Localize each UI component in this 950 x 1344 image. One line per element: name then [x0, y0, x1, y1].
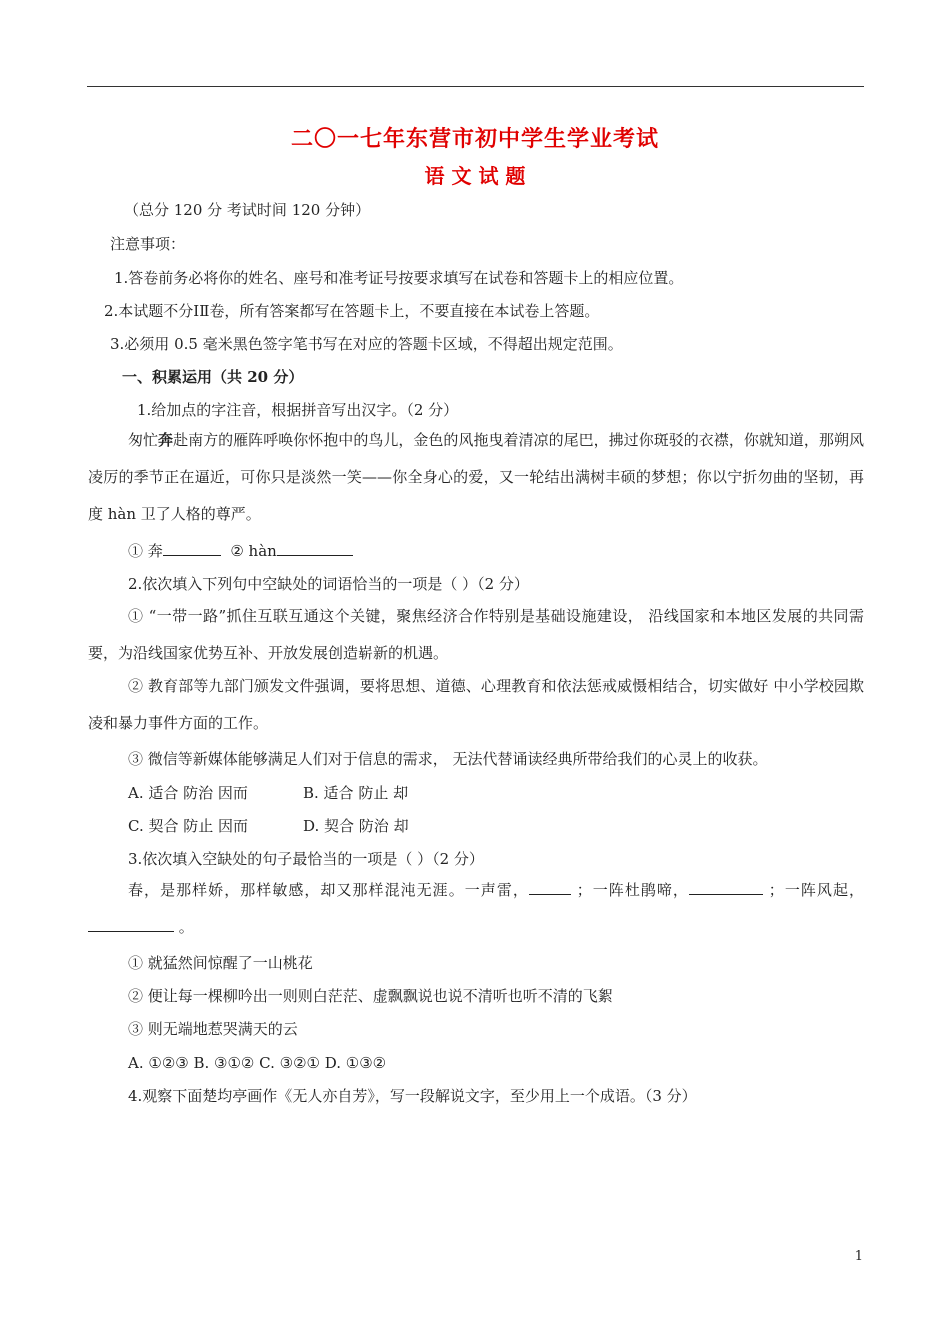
dotted-char: 奔 [158, 431, 174, 449]
q3-answers: A. ①②③ B. ③①② C. ③②① D. ①③② [128, 1054, 387, 1072]
q3-blank-3 [88, 917, 174, 932]
q3-text-b: ；一阵杜鹃啼， [576, 881, 689, 899]
note-item-2: 2.本试题不分ⅠⅡ卷，所有答案都写在答题卡上，不要直接在本试卷上答题。 [104, 302, 600, 320]
exam-title: 二〇一七年东营市初中学生学业考试 [290, 126, 659, 152]
q2-option-b: B. 适合 防止 却 [303, 784, 409, 802]
q1-blank1 [163, 541, 221, 556]
q3-blank-2 [689, 880, 763, 895]
note-item-3: 3.必须用 0.5 毫米黑色签字笔书写在对应的答题卡区域，不得超出规定范围。 [110, 335, 623, 353]
q1-blank1-label: ① 奔 [128, 542, 163, 560]
q1-prompt: 1.给加点的字注音，根据拼音写出汉字。（2 分） [137, 401, 459, 419]
q2-sentence-1: ① “一带一路”抓住互联互通这个关键，聚焦经济合作特别是基础设施建设， 沿线国家和本地区发展的共同需要，为沿线国家优势互补、开放发展创造崭新的机遇。 [88, 607, 864, 662]
q4-prompt: 4.观察下面楚均亭画作《无人亦自芳》，写一段解说文字，至少用上一个成语。（3 分） [128, 1087, 697, 1105]
header-rule [87, 86, 864, 87]
q2-sentence-2: ② 教育部等九部门颁发文件强调，要将思想、道德、心理教育和依法惩戒威慑相结合，切实做好 中小学校园欺凌和暴力事件方面的工作。 [88, 677, 864, 732]
q3-text-d: 。 [178, 918, 194, 936]
q1-passage-pre: 匆忙 [128, 431, 159, 449]
note-item-1: 1.答卷前务必将你的姓名、座号和准考证号按要求填写在试卷和答题卡上的相应位置。 [114, 269, 684, 287]
q1-blank2-label: ② hàn [230, 542, 277, 560]
score-info: （总分 120 分 考试时间 120 分钟） [124, 201, 371, 219]
q3-choice-2: ② 便让每一棵柳吟出一则则白茫茫、虚飘飘说也说不清听也听不清的飞絮 [128, 987, 613, 1005]
q1-blank2 [277, 541, 353, 556]
q2-prompt: 2.依次填入下列句中空缺处的词语恰当的一项是（ ）（2 分） [128, 575, 529, 593]
notes-heading: 注意事项： [110, 235, 186, 253]
q3-prompt: 3.依次填入空缺处的句子最恰当的一项是（ ）（2 分） [128, 850, 484, 868]
exam-subtitle: 语 文 试 题 [424, 164, 526, 188]
q3-blank-1 [529, 880, 571, 895]
q1-blanks [128, 541, 353, 561]
page-number: 1 [854, 1249, 863, 1264]
q2-sentence-3: ③ 微信等新媒体能够满足人们对于信息的需求， 无法代替诵读经典所带给我们的心灵上的收获。 [128, 750, 768, 768]
q3-text-a: 春，是那样娇，那样敏感，却又那样混沌无涯。一声雷， [128, 881, 529, 899]
q1-passage [88, 422, 864, 533]
q3-choice-3: ③ 则无端地惹哭满天的云 [128, 1020, 298, 1038]
q2-option-c: C. 契合 防止 因而 [128, 817, 249, 835]
q2-option-d: D. 契合 防治 却 [303, 817, 409, 835]
q3-text-c: ；一阵风起， [768, 881, 864, 899]
section1-heading: 一、积累运用（共 20 分） [122, 368, 304, 386]
q3-choice-1: ① 就猛然间惊醒了一山桃花 [128, 954, 313, 972]
q1-passage-post: 赴南方的雁阵呼唤你怀抱中的鸟儿，金色的风拖曳着清凉的尾巴，拂过你斑驳的衣襟，你就知道，那朔风凌厉的季节正在逼近，可你只是淡然一笑——你全身心的爱，又一轮结出满树丰硕的梦想；你以宁折勿曲的坚韧，再度 hàn 卫了人格的尊严。 [88, 431, 864, 523]
q2-option-a: A. 适合 防治 因而 [128, 784, 248, 802]
q3-passage [88, 872, 864, 946]
